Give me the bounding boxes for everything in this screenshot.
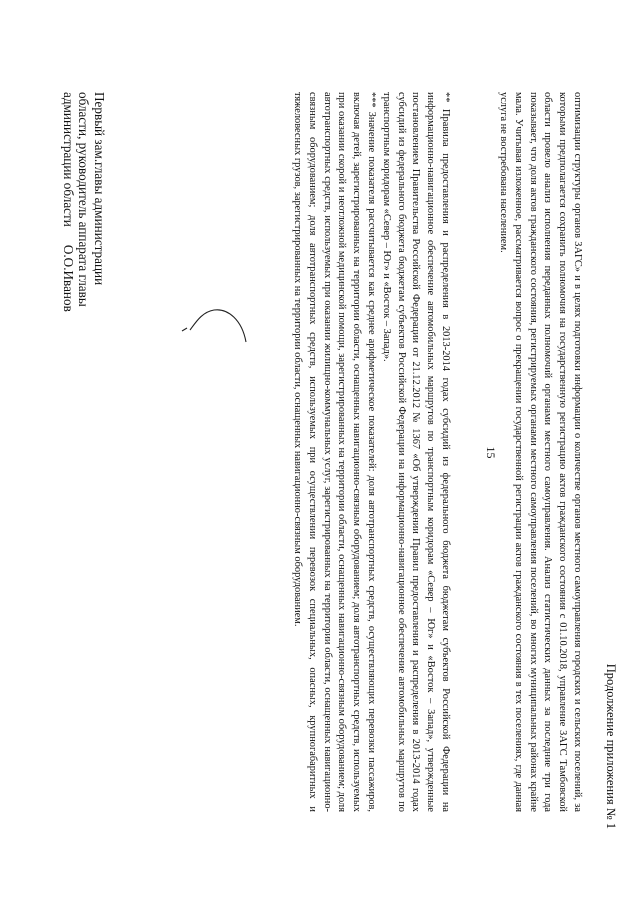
paragraph-zags: оптимизации структуры органов ЗАГС» и в целях подготовки информации о количестве органов местного самоуправления городских и сельских поселений, за которыми предполагается сохранить полномочия на государственную регистрацию актов гражданского состояния с 01.10.2018, управление ЗАГС Тамбовской области провело анализ исполнения переданных полномочий органами местного самоуправления. Анализ статистических данных за последние три года показывает, что доля актов гражданского состояния, регистрируемых органами местного самоуправления поселений, во многих муниципальных районах крайне мала. Учитывая изложенное, рассматривается вопрос о прекращении государственной регистрации актов гражданского состояния в тех поселениях, где данная услуга не востребована населением.	[498, 92, 583, 812]
footnote-indicator-calculation: *** Значение показателя рассчитывается как среднее арифметическое показателей: доля автотранспортных средств, осуществляющих перевозки пассажиров, включая детей, зарегистрированных на территории области, оснащенных навигационно-связным оборудованием; доля автотранспортных средств, используемых при оказании скорой и неотложной медицинской помощи, зарегистрированных на территории области, оснащенных навигационно-связным оборудованием; доля автотранспортных средств, используемых при оказании жилищно-коммунальных услуг, зарегистрированных на территории области, оснащенных навигационно-связным оборудованием; доля автотранспортных средств, используемых при осуществлении перевозок специальных, опасных, крупногабаритных и тяжеловесных грузов, зарегистрированных на территории области, оснащенных навигационно-связным оборудованием.	[292, 92, 377, 812]
footnote-subsidy-rules: ** Правила предоставления и распределения в 2013-2014 годах субсидий из федерального бюджета бюджетам субъектов Российской Федерации на информационно-навигационное обеспечение автомобильных маршрутов по транспортным коридорам «Север – Юг» и «Восток – Запад», утвержденные постановлением Правительства Российской Федерации от 21.12.2012 № 1367 «Об утверждении Правил предоставления и распределения в 2013-2014 годах субсидий из федерального бюджета бюджетам субъектов Российской Федерации на информационно-навигационное обеспечение автомобильных маршрутов по транспортным коридорам «Север – Юг» и «Восток – Запад».	[380, 92, 451, 812]
signature-position-line-3	[60, 92, 76, 312]
signature-handwriting	[178, 300, 248, 390]
signature-position-line-1: Первый зам.главы администрации	[92, 92, 107, 286]
continuation-label: Продолжение приложения № 1	[604, 663, 618, 829]
signatory-name: О.О.Иванов	[60, 244, 76, 312]
signature-position-line-2: области, руководитель аппарата главы	[76, 92, 92, 307]
signature-block	[60, 92, 107, 312]
signature-position-line-3-text: администрации области	[60, 92, 76, 227]
page-number: 15	[484, 446, 498, 459]
